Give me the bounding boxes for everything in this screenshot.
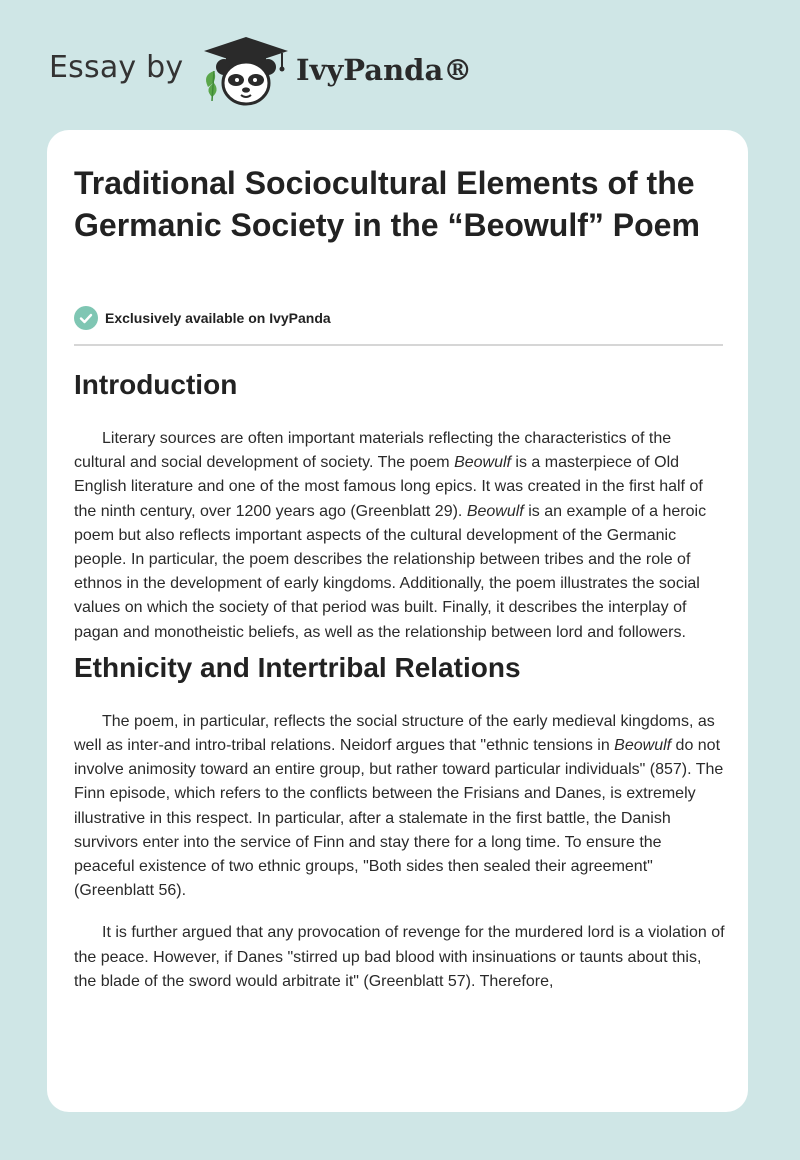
exclusive-badge — [74, 306, 331, 330]
site-header — [0, 0, 800, 130]
ethnicity-paragraph-1: The poem, in particular, reflects the social structure of the early medieval kingdoms, as well as inter-and intro-tribal relations. Neidorf argues that "ethnic tensions in Beowulf do not involve animosity toward an entire group, but rather toward particular individuals" (857). The Finn episode, which refers to the conflicts between the Frisians and Danes, is extremely illustrative in this respect. In particular, after a stalemate in the first battle, the Danish survivors enter into the service of Finn and stay there for a long time. To ensure the peaceful existence of two ethnic groups, "Both sides then sealed their agreement" (Greenblatt 56). — [74, 712, 724, 900]
ivypanda-brand-name[interactable]: IvyPanda® — [296, 53, 473, 87]
essay-body — [74, 362, 726, 994]
essay-title: Traditional Sociocultural Elements of the Germanic Society in the “Beowulf” Poem — [74, 165, 700, 243]
introduction-paragraph: Literary sources are often important materials reflecting the characteristics of the cultural and social development of society. The poem Beowulf is a masterpiece of Old English literature and one of the most famous long epics. It was created in the first half of the ninth century, over 1200 years ago (Greenblatt 29). Beowulf is an example of a heroic poem but also reflects important aspects of the cultural development of the Germanic people. In particular, the poem describes the relationship between tribes and the role of ethnos in the development of early kingdoms. Additionally, the poem illustrates the social values on which the society of that period was built. Finally, it describes the interplay of pagan and monotheistic beliefs, as well as the relationship between lord and followers. — [74, 430, 707, 641]
essay-card — [47, 130, 748, 1112]
ethnicity-paragraph-2: It is further argued that any provocation of revenge for the murdered lord is a violation of the peace. However, if Danes "stirred up bad blood with insinuations or taunts about this, the blade of the sword would arbitrate it" (Greenblatt 57). Therefore, — [74, 924, 725, 990]
title-divider — [74, 344, 723, 346]
panda-graduate-logo-icon[interactable] — [200, 35, 292, 107]
essay-by-label: Essay by — [49, 50, 184, 85]
check-circle-icon — [74, 306, 98, 330]
section-heading-ethnicity: Ethnicity and Intertribal Relations — [74, 651, 521, 683]
exclusive-badge-label: Exclusively available on IvyPanda — [105, 310, 331, 326]
section-heading-introduction: Introduction — [74, 369, 238, 400]
